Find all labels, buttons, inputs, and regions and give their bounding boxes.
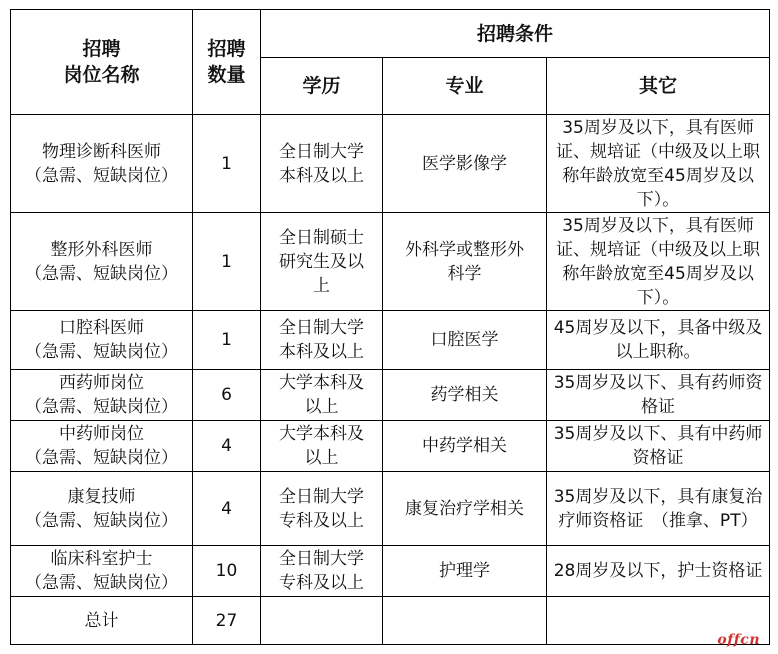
education-cell: 全日制大学 本科及以上: [261, 115, 383, 213]
position-cell: 西药师岗位 （急需、短缺岗位）: [11, 370, 193, 421]
major-cell: 药学相关: [383, 370, 547, 421]
education-cell: 大学本科及 以上: [261, 421, 383, 472]
count-cell: 4: [193, 472, 261, 546]
other-cell: 35周岁及以下，具有医师证、规培证（中级及以上职称年龄放宽至45周岁及以下）。: [547, 213, 770, 311]
other-cell: 28周岁及以下，护士资格证: [547, 546, 770, 597]
major-cell: 医学影像学: [383, 115, 547, 213]
watermark-logo: offcn: [717, 632, 760, 648]
count-cell: 6: [193, 370, 261, 421]
header-conditions: 招聘条件: [261, 10, 770, 58]
count-cell: 1: [193, 115, 261, 213]
table-row: [11, 213, 770, 311]
other-cell: 35周岁及以下，具有康复治疗师资格证 （推拿、PT）: [547, 472, 770, 546]
count-cell: 10: [193, 546, 261, 597]
education-cell: 大学本科及 以上: [261, 370, 383, 421]
position-cell: 康复技师 （急需、短缺岗位）: [11, 472, 193, 546]
position-cell: 物理诊断科医师 （急需、短缺岗位）: [11, 115, 193, 213]
header-position-name: 招聘 岗位名称: [11, 10, 193, 115]
other-cell: 45周岁及以下，具备中级及以上职称。: [547, 311, 770, 370]
header-row-1: [11, 10, 770, 58]
recruitment-table: [10, 9, 770, 645]
count-cell: 1: [193, 311, 261, 370]
education-cell: 全日制大学 专科及以上: [261, 546, 383, 597]
total-row: [11, 597, 770, 645]
other-cell: 35周岁及以下、具有药师资格证: [547, 370, 770, 421]
education-cell: 全日制硕士 研究生及以 上: [261, 213, 383, 311]
table-row: [11, 546, 770, 597]
major-cell: 外科学或整形外 科学: [383, 213, 547, 311]
table-row: [11, 115, 770, 213]
table-row: [11, 472, 770, 546]
count-cell: 1: [193, 213, 261, 311]
total-empty-cell: [383, 597, 547, 645]
total-count: 27: [193, 597, 261, 645]
major-cell: 口腔医学: [383, 311, 547, 370]
table-row: [11, 370, 770, 421]
position-cell: 中药师岗位 （急需、短缺岗位）: [11, 421, 193, 472]
major-cell: 康复治疗学相关: [383, 472, 547, 546]
header-education: 学历: [261, 58, 383, 115]
header-major: 专业: [383, 58, 547, 115]
header-quantity: 招聘 数量: [193, 10, 261, 115]
education-cell: 全日制大学 本科及以上: [261, 311, 383, 370]
total-label: 总计: [11, 597, 193, 645]
total-empty-cell: [261, 597, 383, 645]
major-cell: 中药学相关: [383, 421, 547, 472]
other-cell: 35周岁及以下，具有医师证、规培证（中级及以上职称年龄放宽至45周岁及以下）。: [547, 115, 770, 213]
other-cell: 35周岁及以下、具有中药师资格证: [547, 421, 770, 472]
education-cell: 全日制大学 专科及以上: [261, 472, 383, 546]
table-row: [11, 421, 770, 472]
table-row: [11, 311, 770, 370]
position-cell: 口腔科医师 （急需、短缺岗位）: [11, 311, 193, 370]
position-cell: 临床科室护士 （急需、短缺岗位）: [11, 546, 193, 597]
position-cell: 整形外科医师 （急需、短缺岗位）: [11, 213, 193, 311]
header-other: 其它: [547, 58, 770, 115]
major-cell: 护理学: [383, 546, 547, 597]
count-cell: 4: [193, 421, 261, 472]
